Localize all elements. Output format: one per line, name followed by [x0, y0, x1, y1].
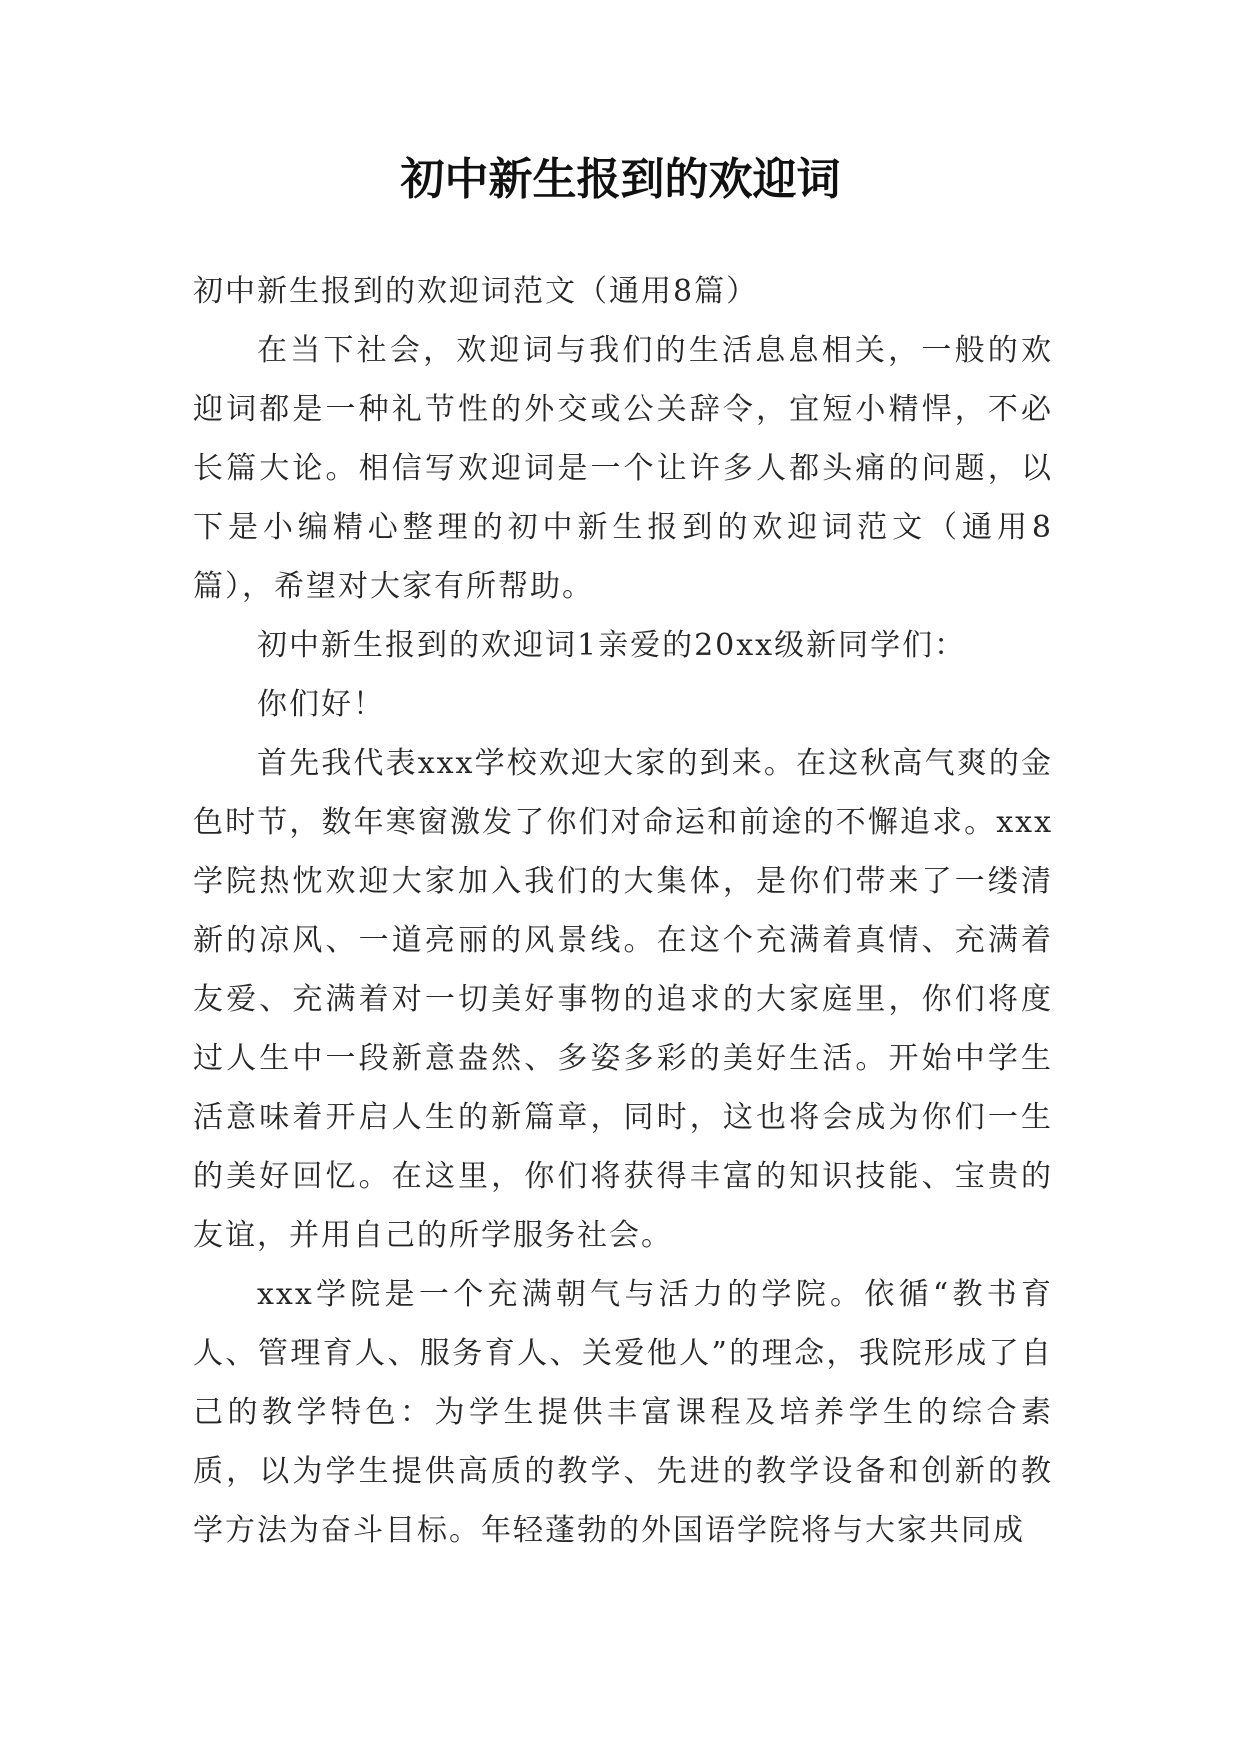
greeting-paragraph: 你们好！ — [257, 687, 385, 722]
intro-paragraph: 在当下社会，欢迎词与我们的生活息息相关，一般的欢迎词都是一种礼节性的外交或公关辞令，宜短小精悍，不必长篇大论。相信写欢迎词是一个让许多人都头痛的问题，以下是小编精心整理的初中新生报到的欢迎词范文（通用8篇），希望对大家有所帮助。 — [193, 333, 1053, 604]
document-body — [193, 262, 1053, 1560]
speech-heading-1: 初中新生报到的欢迎词1亲爱的20xx级新同学们： — [257, 628, 967, 663]
document-title: 初中新生报到的欢迎词 — [400, 154, 841, 205]
college-intro-paragraph: xxx学院是一个充满朝气与活力的学院。依循“教书育人、管理育人、服务育人、关爱他人”的理念，我院形成了自己的教学特色：为学生提供丰富课程及培养学生的综合素质，以为学生提供高质的教学、先进的教学设备和创新的教学方法为奋斗目标。年轻蓬勃的外国语学院将与大家共同成 — [193, 1277, 1053, 1548]
welcome-paragraph: 首先我代表xxx学校欢迎大家的到来。在这秋高气爽的金色时节，数年寒窗激发了你们对命运和前途的不懈追求。xxx学院热忱欢迎大家加入我们的大集体，是你们带来了一缕清新的凉风、一道亮丽的风景线。在这个充满着真情、充满着友爱、充满着对一切美好事物的追求的大家庭里，你们将度过人生中一段新意盎然、多姿多彩的美好生活。开始中学生活意味着开启人生的新篇章，同时，这也将会成为你们一生的美好回忆。在这里，你们将获得丰富的知识技能、宝贵的友谊，并用自己的所学服务社会。 — [193, 746, 1053, 1253]
subtitle-line: 初中新生报到的欢迎词范文（通用8篇） — [193, 274, 759, 309]
